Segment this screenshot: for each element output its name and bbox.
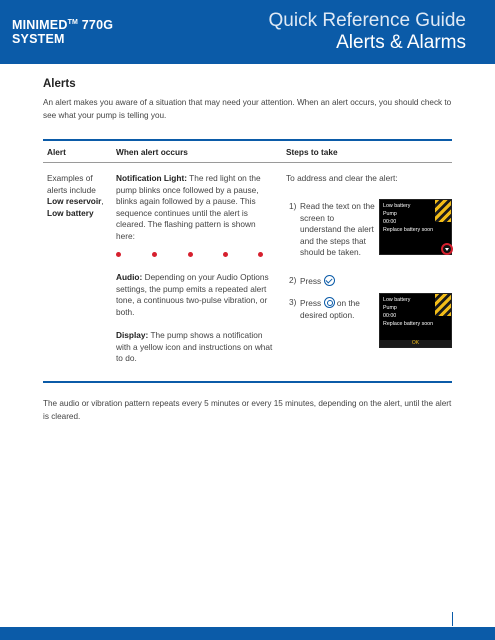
brand-system: SYSTEM	[12, 32, 65, 46]
select-button-icon	[324, 297, 335, 308]
screen-ok-button: OK	[380, 340, 451, 347]
col-header-alert: Alert	[47, 147, 66, 157]
audio-text: Depending on your Audio Options settings, the pump emits a repeated alert tone, a continuous two-pulse vibration, or both.	[116, 272, 269, 317]
check-button-icon	[324, 275, 335, 286]
warning-icon	[435, 294, 451, 316]
page-footer-bar	[0, 627, 495, 640]
screen-title: Low battery	[383, 203, 411, 209]
pump-screen-ok	[379, 293, 452, 348]
notification-light-desc	[116, 173, 274, 242]
step-3	[300, 297, 376, 321]
table-top-rule	[43, 139, 452, 141]
notification-light-text: The red light on the pump blinks once followed by a pause, blinks again followed by a pause. This sequence continues until the alert is cleared. The flashing pattern is shown here:	[116, 173, 261, 241]
screen-title: Low battery	[383, 297, 411, 303]
col-header-when: When alert occurs	[116, 147, 188, 157]
table-header-rule	[43, 162, 452, 163]
screen-source: Pump	[383, 305, 397, 311]
alert-example-separator: ,	[101, 196, 104, 206]
alert-examples-prefix: Examples of alerts include	[47, 173, 96, 195]
brand-name: MINIMED	[12, 18, 68, 32]
step-2-number: 2)	[289, 275, 297, 285]
screen-source: Pump	[383, 211, 397, 217]
step-1-number: 1)	[289, 201, 297, 211]
step-3-text-a: Press	[300, 298, 322, 308]
down-arrow-badge-icon	[441, 243, 453, 255]
blink-dot	[258, 252, 263, 257]
blink-dot	[152, 252, 157, 257]
step-2	[300, 275, 360, 288]
step-3-text-b: on the desired option.	[300, 298, 360, 320]
brand-model: 770G	[78, 18, 114, 32]
blink-dot	[188, 252, 193, 257]
guide-title: Quick Reference Guide	[268, 10, 466, 31]
alert-example-low-reservoir: Low reservoir	[47, 196, 102, 206]
display-label: Display:	[116, 330, 149, 340]
col-header-steps: Steps to take	[286, 147, 338, 157]
alert-examples	[47, 173, 113, 219]
screen-message: Replace battery soon	[383, 321, 434, 327]
page-marker	[452, 612, 453, 626]
guide-title-block	[269, 10, 467, 54]
blink-dot	[116, 252, 121, 257]
step-3-number: 3)	[289, 297, 297, 307]
audio-label: Audio:	[116, 272, 143, 282]
steps-intro: To address and clear the alert:	[286, 173, 398, 183]
alerts-heading: Alerts	[43, 78, 76, 90]
alerts-intro: An alert makes you aware of a situation that may need your attention. When an alert occurs, you should check to see what your pump is telling you.	[43, 98, 452, 120]
notification-light-label: Notification Light:	[116, 173, 187, 183]
page-header	[0, 0, 495, 64]
screen-time: 00:00	[383, 219, 397, 225]
warning-icon	[435, 200, 451, 222]
section-title: Alerts & Alarms	[336, 32, 466, 53]
blink-pattern	[116, 252, 271, 258]
brand-logo	[12, 16, 113, 46]
screen-time: 00:00	[383, 313, 397, 319]
trademark: TM	[67, 19, 79, 26]
blink-dot	[223, 252, 228, 257]
display-desc	[116, 330, 274, 365]
audio-desc	[116, 272, 274, 318]
step-2-text: Press	[300, 276, 322, 286]
step-1-text: Read the text on the screen to understand the alert and the steps that should be taken.	[300, 201, 375, 257]
display-text: The pump shows a notification with a yellow icon and instructions on what to do.	[116, 330, 273, 363]
screen-message: Replace battery soon	[383, 227, 434, 233]
repeat-pattern-note: The audio or vibration pattern repeats every 5 minutes or every 15 minutes, depending on the alert, until the alert is cleared.	[43, 399, 452, 421]
alert-example-low-battery: Low battery	[47, 207, 94, 218]
table-bottom-rule	[43, 381, 452, 383]
